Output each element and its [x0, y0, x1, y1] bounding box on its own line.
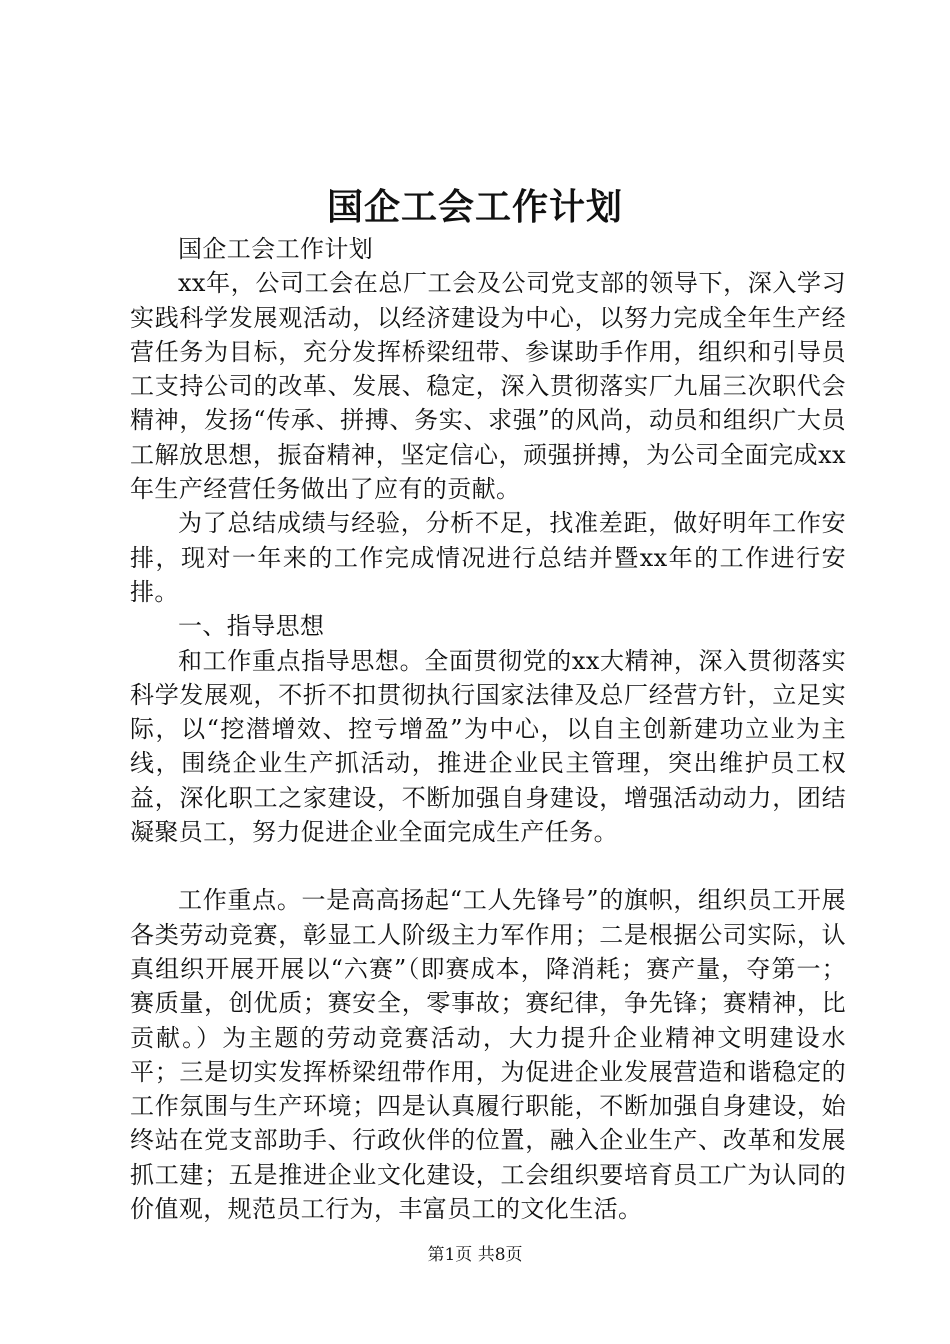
document-body	[130, 232, 846, 1226]
page-number-footer: 第1页 共8页	[427, 1245, 523, 1265]
paragraph-intro: xx年，公司工会在总厂工会及公司党支部的领导下，深入学习实践科学发展观活动，以经济建设为中心，以努力完成全年生产经营任务为目标，充分发挥桥梁纽带、参谋助手作用，组织和引导员工支持公司的改革、发展、稳定，深入贯彻落实厂九届三次职代会精神，发扬“传承、拼搏、务实、求强”的风尚，动员和组织广大员工解放思想，振奋精神，坚定信心，顽强拼搏，为公司全面完成xx年生产经营任务做出了应有的贡献。	[130, 269, 846, 504]
paragraph-subtitle: 国企工会工作计划	[178, 235, 374, 263]
paragraph-guiding-ideology: 和工作重点指导思想。全面贯彻党的xx大精神，深入贯彻落实科学发展观，不折不扣贯彻执行国家法律及总厂经营方针，立足实际，以“挖潜增效、控亏增盈”为中心，以自主创新建功立业为主线，围绕企业生产抓活动，推进企业民主管理，突出维护员工权益，深化职工之家建设，不断加强自身建设，增强活动动力，团结凝聚员工，努力促进企业全面完成生产任务。	[130, 646, 846, 847]
document-title: 国企工会工作计划	[326, 186, 623, 228]
paragraph-work-focus: 工作重点。一是高高扬起“工人先锋号”的旗帜，组织员工开展各类劳动竞赛，彰显工人阶级主力军作用；二是根据公司实际，认真组织开展开展以“六赛”（即赛成本，降消耗；赛产量，夺第一；赛质量，创优质；赛安全，零事故；赛纪律，争先锋；赛精神，比贡献。）为主题的劳动竞赛活动，大力提升企业精神文明建设水平；三是切实发挥桥梁纽带作用，为促进企业发展营造和谐稳定的工作氛围与生产环境；四是认真履行职能，不断加强自身建设，始终站在党支部助手、行政伙伴的位置，融入企业生产、改革和发展抓工建；五是推进企业文化建设，工会组织要培育员工广为认同的价值观，规范员工行为，丰富员工的文化生活。	[130, 886, 846, 1224]
section-heading-guiding-ideology: 一、指导思想	[178, 612, 325, 641]
paragraph-purpose: 为了总结成绩与经验，分析不足，找准差距，做好明年工作安排，现对一年来的工作完成情况进行总结并暨xx年的工作进行安排。	[130, 509, 846, 606]
